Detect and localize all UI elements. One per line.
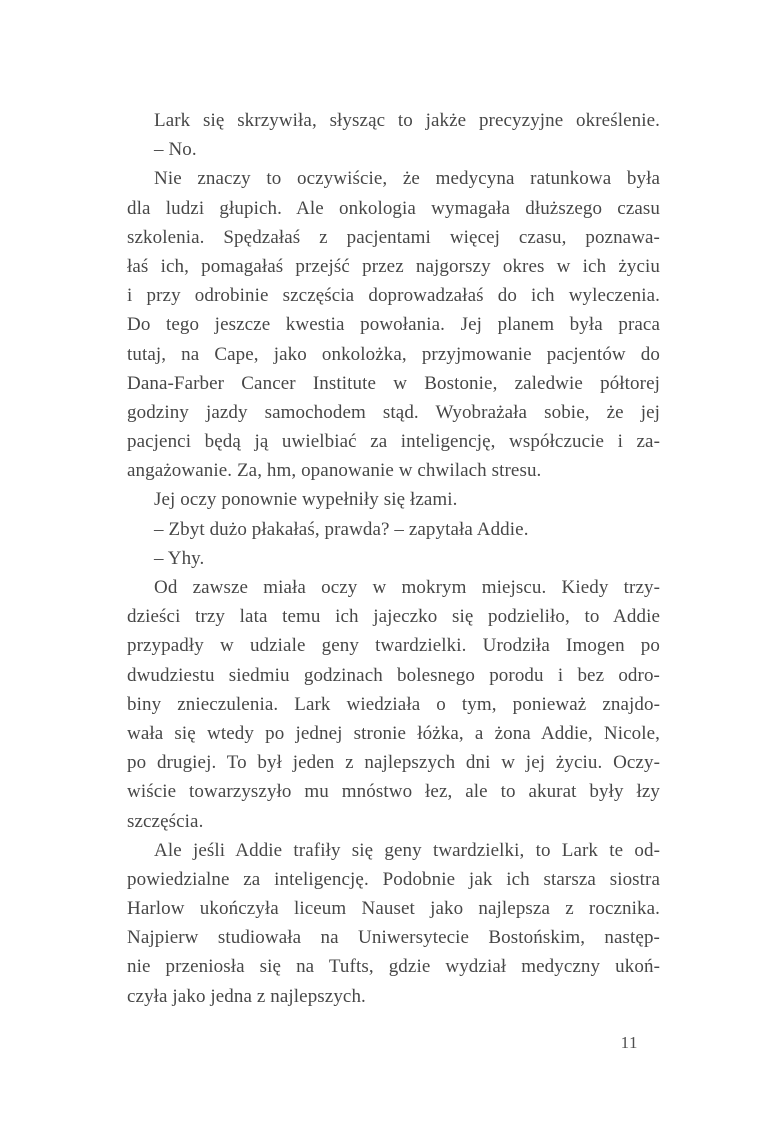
text-line: – Yhy. [154, 547, 205, 569]
text-line: dwudziestu siedmiu godzinach bolesnego porodu i bez odro- [127, 664, 660, 686]
text-line: przypadły w udziale geny twardzielki. Urodziła Imogen po [127, 635, 660, 657]
text-line: czyła jako jedna z najlepszych. [127, 985, 366, 1007]
text-line: szczęścia. [127, 810, 204, 832]
text-line: szkolenia. Spędzałaś z pacjentami więcej czasu, poznawa- [127, 226, 660, 248]
text-line: wiście towarzyszyło mu mnóstwo łez, ale to akurat były łzy [127, 781, 660, 803]
page-number: 11 [620, 1033, 638, 1052]
text-line: nie przeniosła się na Tufts, gdzie wydział medyczny ukoń- [127, 956, 660, 978]
text-line: Od zawsze miała oczy w mokrym miejscu. Kiedy trzy- [154, 577, 660, 598]
text-line: Dana-Farber Cancer Institute w Bostonie, zaledwie półtorej [127, 372, 660, 394]
text-line: angażowanie. Za, hm, opanowanie w chwilach stresu. [127, 460, 542, 482]
text-line: łaś ich, pomagałaś przejść przez najgorszy okres w ich życiu [127, 255, 660, 277]
text-line: godziny jazdy samochodem stąd. Wyobrażała sobie, że jej [127, 401, 660, 423]
page-text [127, 106, 660, 1011]
text-line: tutaj, na Cape, jako onkolożka, przyjmowanie pacjentów do [127, 343, 660, 365]
text-line: – No. [154, 139, 197, 161]
text-line: Nie znaczy to oczywiście, że medycyna ratunkowa była [154, 168, 660, 190]
text-line: i przy odrobinie szczęścia doprowadzałaś do ich wyleczenia. [127, 285, 660, 307]
text-line: Harlow ukończyła liceum Nauset jako najlepsza z rocznika. [127, 898, 660, 920]
text-line: powiedzialne za inteligencję. Podobnie jak ich starsza siostra [127, 868, 660, 890]
text-line: Jej oczy ponownie wypełniły się łzami. [154, 489, 458, 511]
text-line: wała się wtedy po jednej stronie łóżka, a żona Addie, Nicole, [127, 722, 660, 744]
text-line: dzieści trzy lata temu ich jajeczko się podzieliło, to Addie [127, 606, 660, 628]
text-line: Najpierw studiowała na Uniwersytecie Bostońskim, następ- [127, 927, 660, 949]
text-line: biny znieczulenia. Lark wiedziała o tym, ponieważ znajdo- [127, 693, 660, 715]
text-line: Do tego jeszcze kwestia powołania. Jej planem była praca [127, 314, 660, 336]
text-line: Ale jeśli Addie trafiły się geny twardzielki, to Lark te od- [154, 839, 660, 861]
text-line: dla ludzi głupich. Ale onkologia wymagała dłuższego czasu [127, 197, 660, 219]
text-line: po drugiej. To był jeden z najlepszych dni w jej życiu. Oczy- [127, 752, 660, 774]
text-line: Lark się skrzywiła, słysząc to jakże precyzyjne określenie. [154, 110, 660, 131]
text-line: pacjenci będą ją uwielbiać za inteligencję, współczucie i za- [127, 431, 660, 453]
text-line: – Zbyt dużo płakałaś, prawda? – zapytała Addie. [154, 518, 529, 540]
